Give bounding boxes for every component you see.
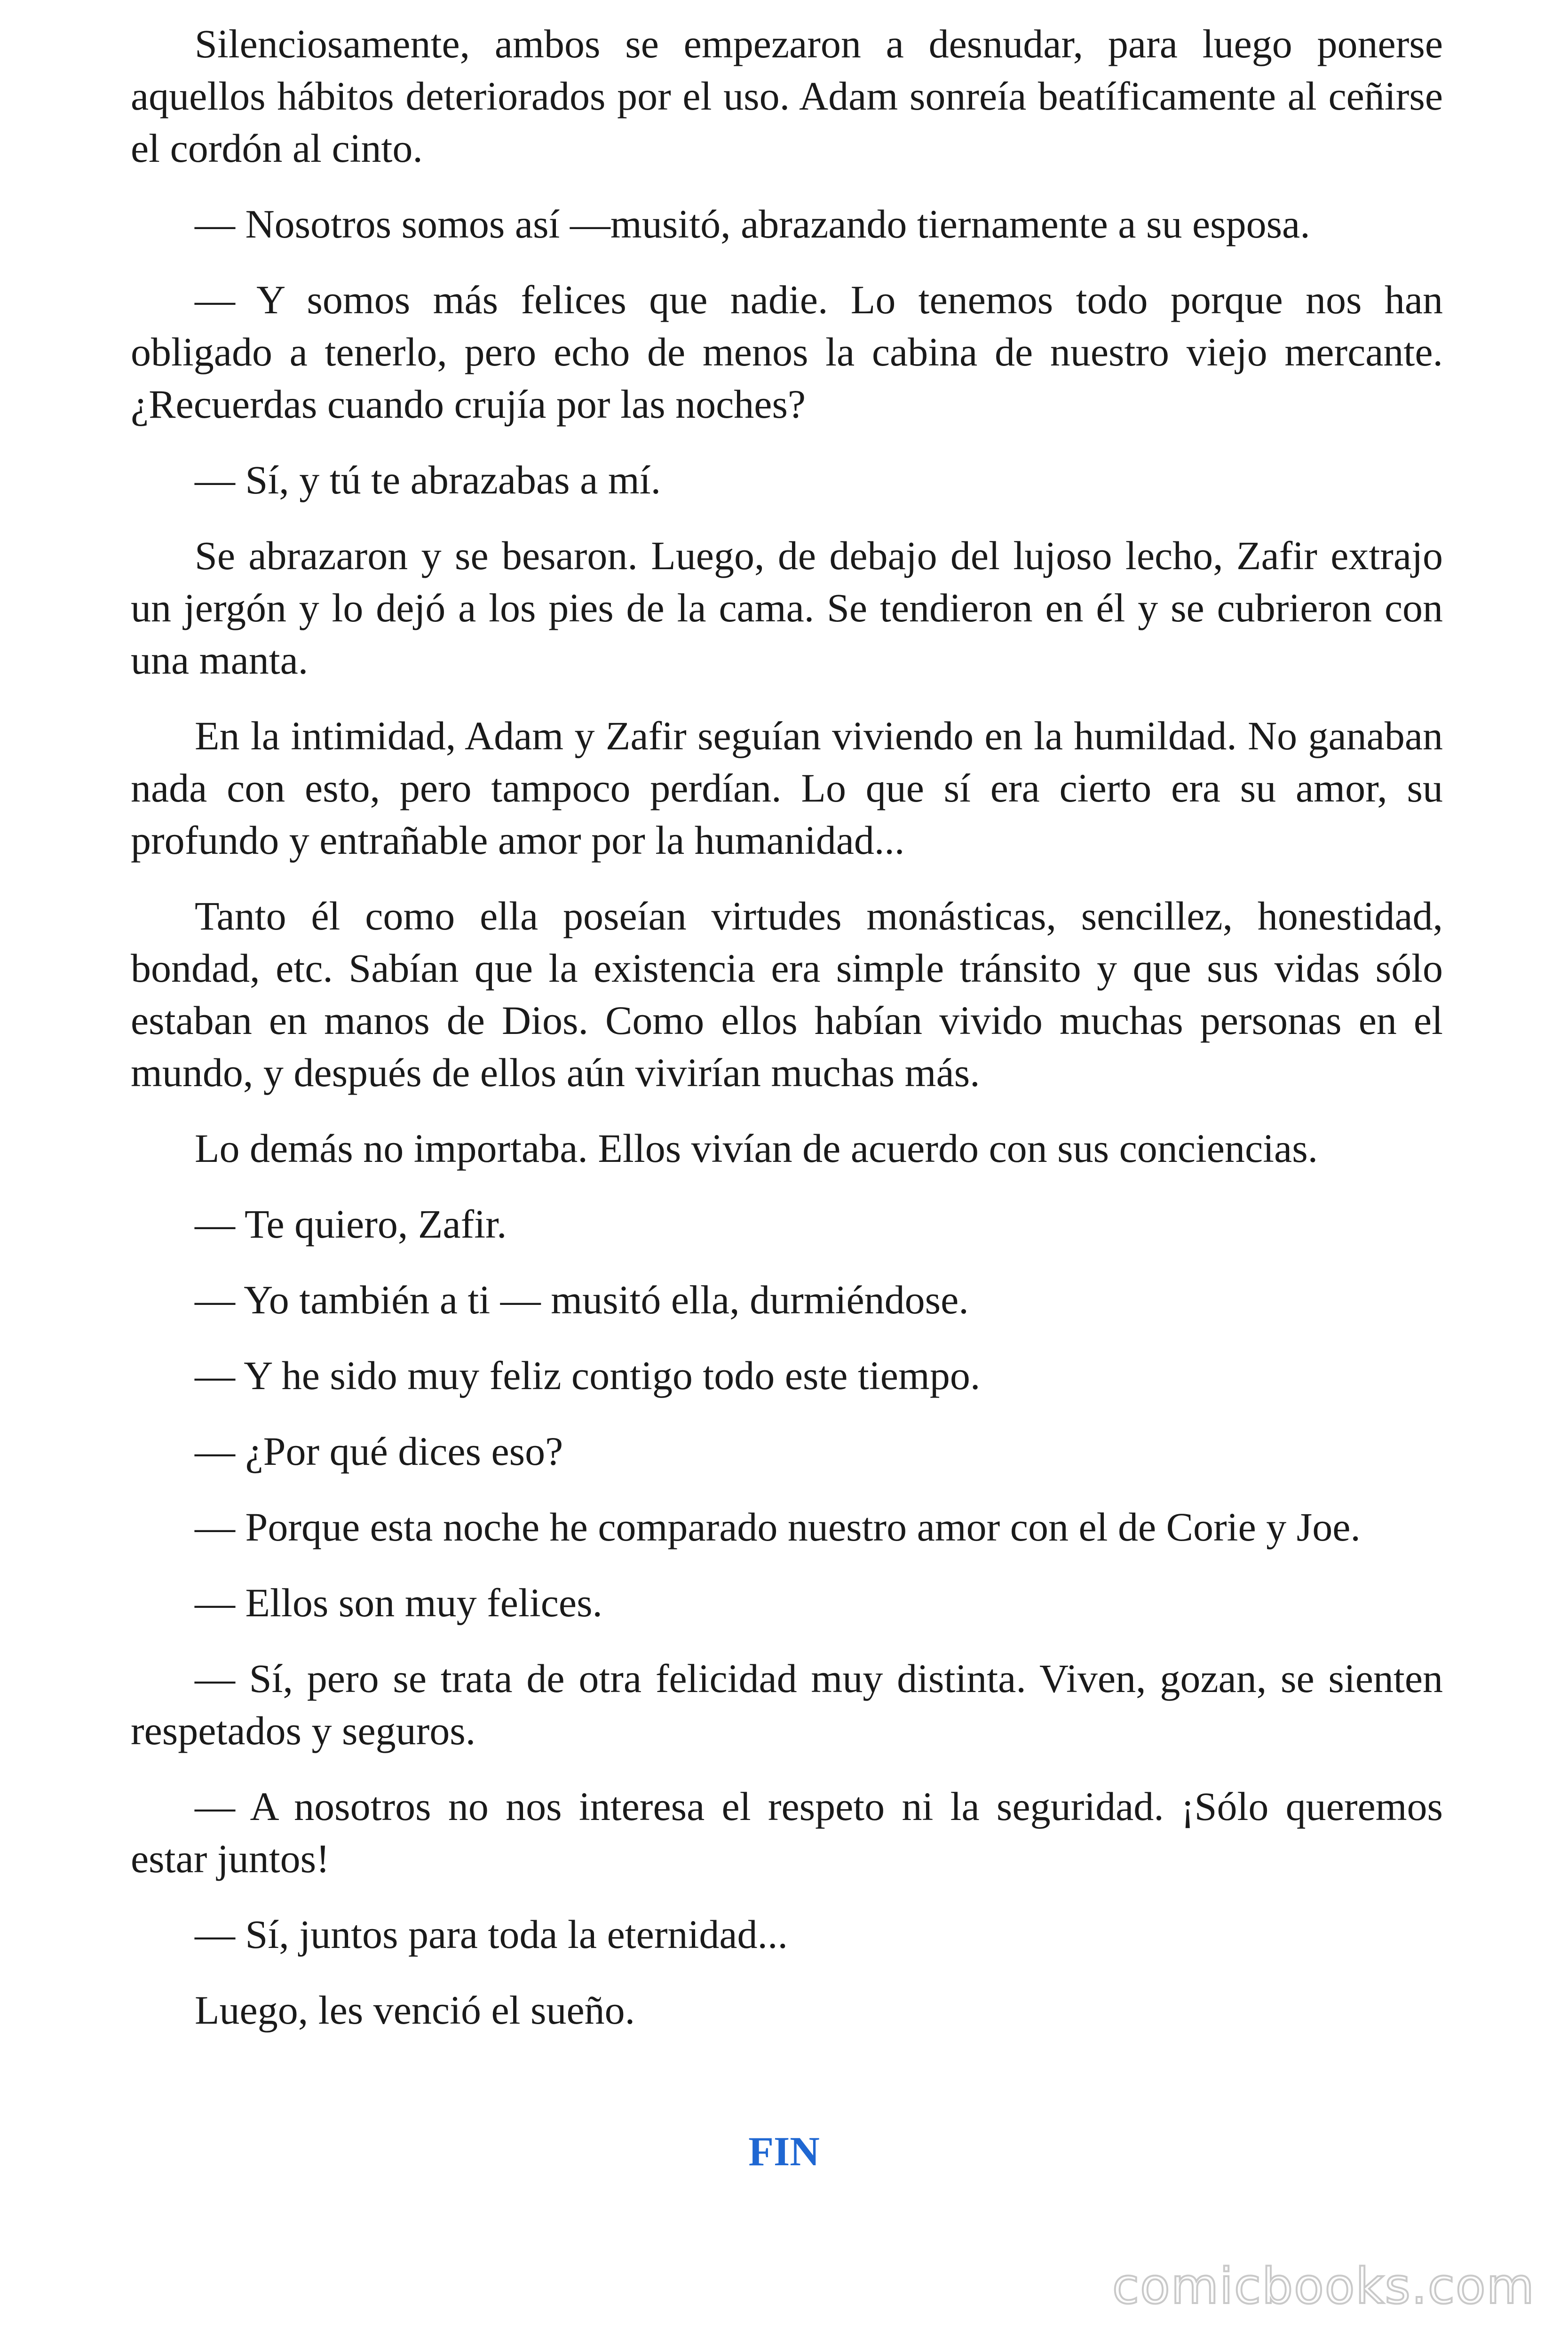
paragraph: En la intimidad, Adam y Zafir seguían viviendo en la humildad. No ganaban nada con esto, pero tampoco perdían. Lo que sí era cierto era su amor, su profundo y entrañable amor por la humanidad... — [131, 713, 1443, 863]
paragraph: — A nosotros no nos interesa el respeto ni la seguridad. ¡Sólo queremos estar juntos! — [131, 1784, 1443, 1881]
paragraph: — Sí, pero se trata de otra felicidad muy distinta. Viven, gozan, se sienten respetados y seguros. — [131, 1656, 1443, 1753]
paragraph: Silenciosamente, ambos se empezaron a desnudar, para luego ponerse aquellos hábitos deteriorados por el uso. Adam sonreía beatíficamente al ceñirse el cordón al cinto. — [131, 21, 1443, 171]
paragraph: — Yo también a ti — musitó ella, durmiéndose. — [195, 1277, 969, 1322]
paragraph: — Nosotros somos así —musitó, abrazando tiernamente a su esposa. — [195, 201, 1310, 246]
paragraph: — Te quiero, Zafir. — [195, 1201, 507, 1247]
paragraph: — Porque esta noche he comparado nuestro amor con el de Corie y Joe. — [195, 1504, 1361, 1549]
paragraph: — Sí, y tú te abrazabas a mí. — [195, 457, 661, 502]
paragraph: — Sí, juntos para toda la eternidad... — [195, 1912, 788, 1957]
paragraph: — Y somos más felices que nadie. Lo tenemos todo porque nos han obligado a tenerlo, pero echo de menos la cabina de nuestro viejo mercante. ¿Recuerdas cuando crujía por las noches? — [131, 277, 1443, 427]
watermark: comicbooks.com — [1112, 2257, 1535, 2315]
document-body — [131, 0, 1443, 2036]
paragraph: — Ellos son muy felices. — [195, 1580, 603, 1625]
paragraph: — ¿Por qué dices eso? — [195, 1429, 563, 1474]
paragraph: Lo demás no importaba. Ellos vivían de acuerdo con sus conciencias. — [195, 1126, 1318, 1171]
paragraph: Luego, les venció el sueño. — [195, 1987, 635, 2033]
paragraph: — Y he sido muy feliz contigo todo este tiempo. — [195, 1353, 981, 1398]
paragraph: Tanto él como ella poseían virtudes monásticas, sencillez, honestidad, bondad, etc. Sabían que la existencia era simple tránsito y que sus vidas sólo estaban en manos de Dios. Como ellos habían vivido muchas personas en el mundo, y después de ellos aún vivirían muchas más. — [131, 893, 1443, 1095]
paragraph: Se abrazaron y se besaron. Luego, de debajo del lujoso lecho, Zafir extrajo un jergón y lo dejó a los pies de la cama. Se tendieron en él y se cubrieron con una manta. — [131, 533, 1443, 683]
ending-title: FIN — [748, 2129, 820, 2175]
